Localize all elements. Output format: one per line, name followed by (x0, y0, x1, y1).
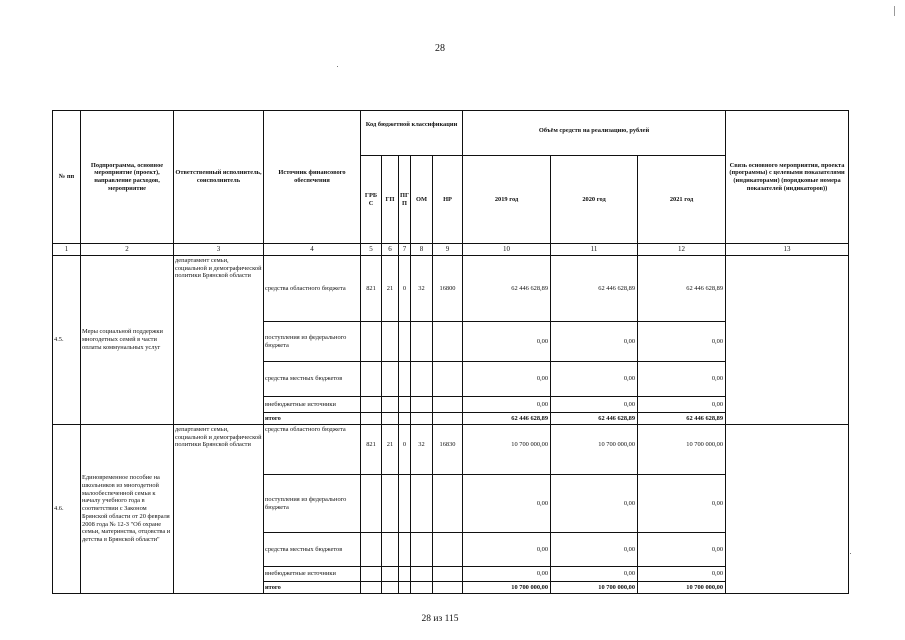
indicator-link (726, 256, 849, 425)
amount-2019: 0,00 (463, 322, 551, 362)
code-grbs (361, 397, 382, 413)
code-gp (382, 362, 399, 397)
code-grbs (361, 362, 382, 397)
header-source: Источник финансового обеспечения (264, 111, 361, 244)
header-link: Связь основного мероприятия, проекта (программы) с целевыми показателями (индикаторами) (порядковые номера показателей (индикаторов)) (726, 111, 849, 244)
header-np: НР (433, 156, 463, 244)
code-om: 32 (411, 256, 433, 322)
amount-2020: 0,00 (551, 362, 638, 397)
scan-edge-mark (894, 6, 895, 16)
total-2019: 62 446 628,89 (463, 413, 551, 425)
source-name: внебюджетные источники (264, 397, 361, 413)
code-np (433, 397, 463, 413)
code-pgp: 0 (399, 256, 411, 322)
program-name: Единовременное пособие на школьников из многодетной малообеспеченной семьи к началу учебного года в соответствии с Законом Брянской области от 20 февраля 2008 года № 12-З "Об охране семьи, материнства, отцовства и детства в Брянской области" (81, 425, 174, 594)
source-name: поступления из федерального бюджета (264, 322, 361, 362)
amount-2019: 0,00 (463, 567, 551, 582)
amount-2021: 0,00 (638, 567, 726, 582)
header-num: № пп (53, 111, 81, 244)
amount-2019: 0,00 (463, 533, 551, 567)
column-number: 2 (81, 244, 174, 256)
code-pgp (399, 322, 411, 362)
column-number: 6 (382, 244, 399, 256)
column-number: 1 (53, 244, 81, 256)
header-om: ОМ (411, 156, 433, 244)
column-number: 12 (638, 244, 726, 256)
column-number: 9 (433, 244, 463, 256)
amount-2019: 62 446 628,89 (463, 256, 551, 322)
page-footer: 28 из 115 (421, 614, 459, 624)
code-om (411, 362, 433, 397)
executor-name: департамент семьи, социальной и демографической политики Брянской области (174, 425, 264, 594)
header-2019: 2019 год (463, 156, 551, 244)
column-number: 11 (551, 244, 638, 256)
code-gp (382, 567, 399, 582)
header-grbs: ГРБ С (361, 156, 382, 244)
code-np (433, 567, 463, 582)
code-grbs (361, 475, 382, 533)
code-pgp (399, 475, 411, 533)
source-name: поступления из федерального бюджета (264, 475, 361, 533)
code-np (433, 322, 463, 362)
total-label: итого (264, 413, 361, 425)
amount-2020: 0,00 (551, 397, 638, 413)
column-number-row (53, 244, 849, 256)
column-number: 10 (463, 244, 551, 256)
program-name: Меры социальной поддержки многодетных семей в части оплаты коммунальных услуг (81, 256, 174, 425)
amount-2021: 0,00 (638, 322, 726, 362)
code-pgp: 0 (399, 425, 411, 475)
header-gp: ГП (382, 156, 399, 244)
row-number: 4.5. (53, 256, 81, 425)
code-np: 16830 (433, 425, 463, 475)
amount-2020: 10 700 000,00 (551, 425, 638, 475)
total-2021: 10 700 000,00 (638, 582, 726, 594)
code-gp (382, 322, 399, 362)
code-np (433, 533, 463, 567)
header-2021: 2021 год (638, 156, 726, 244)
code-gp (382, 533, 399, 567)
column-number: 7 (399, 244, 411, 256)
code-gp (382, 397, 399, 413)
amount-2021: 0,00 (638, 397, 726, 413)
header-budget-code: Код бюджетной классификации (361, 111, 463, 156)
column-number: 8 (411, 244, 433, 256)
amount-2021: 10 700 000,00 (638, 425, 726, 475)
code-gp (382, 475, 399, 533)
total-2020: 10 700 000,00 (551, 582, 638, 594)
code-np (433, 475, 463, 533)
code-np (433, 362, 463, 397)
amount-2021: 0,00 (638, 475, 726, 533)
code-gp: 21 (382, 425, 399, 475)
amount-2020: 0,00 (551, 533, 638, 567)
header-2020: 2020 год (551, 156, 638, 244)
source-name: средства областного бюджета (264, 256, 361, 322)
column-number: 4 (264, 244, 361, 256)
header-executor: Ответственный исполнитель, соисполнитель (174, 111, 264, 244)
column-number: 5 (361, 244, 382, 256)
amount-2021: 0,00 (638, 533, 726, 567)
amount-2021: 0,00 (638, 362, 726, 397)
amount-2020: 0,00 (551, 322, 638, 362)
code-grbs (361, 533, 382, 567)
source-name: внебюджетные источники (264, 567, 361, 582)
amount-2019: 0,00 (463, 475, 551, 533)
column-number: 3 (174, 244, 264, 256)
code-grbs (361, 567, 382, 582)
code-om (411, 567, 433, 582)
indicator-link (726, 425, 849, 594)
code-om: 32 (411, 425, 433, 475)
total-label: итого (264, 582, 361, 594)
budget-table (52, 110, 849, 594)
row-number: 4.6. (53, 425, 81, 594)
executor-name: департамент семьи, социальной и демографической политики Брянской области (174, 256, 264, 425)
column-number: 13 (726, 244, 849, 256)
scan-speck (850, 553, 851, 554)
code-grbs: 821 (361, 256, 382, 322)
amount-2019: 0,00 (463, 397, 551, 413)
code-om (411, 533, 433, 567)
total-2019: 10 700 000,00 (463, 582, 551, 594)
source-name: средства местных бюджетов (264, 362, 361, 397)
code-pgp (399, 362, 411, 397)
amount-2020: 0,00 (551, 475, 638, 533)
header-pgp: ПГ П (399, 156, 411, 244)
code-pgp (399, 533, 411, 567)
total-2020: 62 446 628,89 (551, 413, 638, 425)
table-row (53, 256, 849, 322)
scan-speck (337, 66, 338, 67)
code-grbs (361, 322, 382, 362)
amount-2021: 62 446 628,89 (638, 256, 726, 322)
code-om (411, 322, 433, 362)
code-grbs: 821 (361, 425, 382, 475)
header-program: Подпрограмма, основное мероприятие (проект), направление расходов, мероприятие (81, 111, 174, 244)
code-om (411, 397, 433, 413)
code-np: 16800 (433, 256, 463, 322)
code-pgp (399, 397, 411, 413)
table-row (53, 425, 849, 475)
amount-2020: 0,00 (551, 567, 638, 582)
amount-2019: 10 700 000,00 (463, 425, 551, 475)
code-gp: 21 (382, 256, 399, 322)
page-number: 28 (435, 43, 445, 54)
amount-2019: 0,00 (463, 362, 551, 397)
source-name: средства областного бюджета (264, 425, 361, 475)
total-2021: 62 446 628,89 (638, 413, 726, 425)
code-om (411, 475, 433, 533)
amount-2020: 62 446 628,89 (551, 256, 638, 322)
header-volume: Объём средств на реализацию, рублей (463, 111, 726, 156)
source-name: средства местных бюджетов (264, 533, 361, 567)
code-pgp (399, 567, 411, 582)
